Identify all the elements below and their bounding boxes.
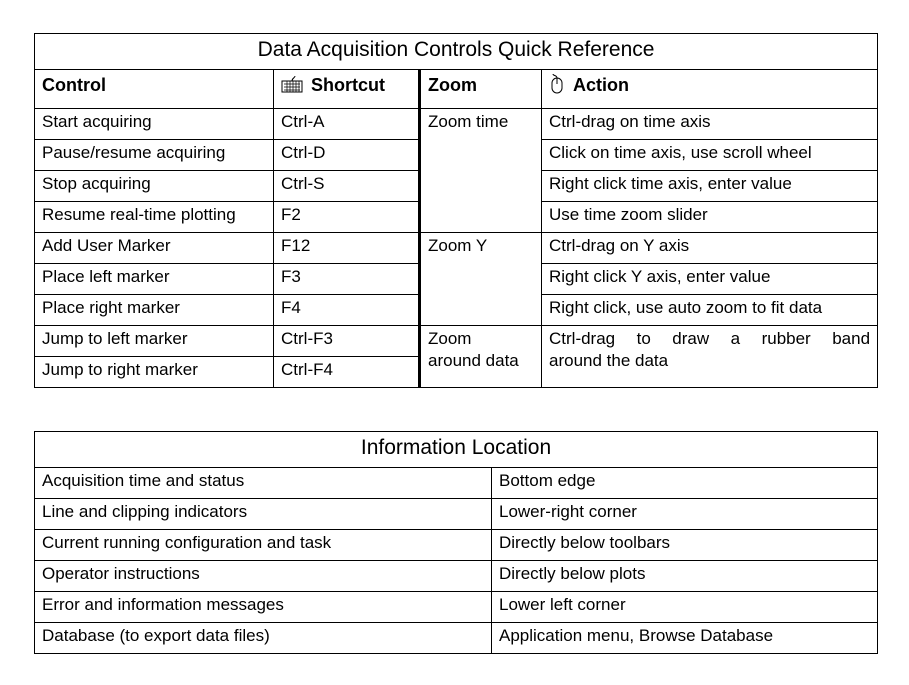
zoom-action: Right click time axis, enter value [542,171,878,202]
word: band [832,329,871,348]
shortcut-key: F2 [274,202,420,233]
info-location: Application menu, Browse Database [492,623,878,654]
zoom-action: Right click Y axis, enter value [542,264,878,295]
table-row [35,623,878,654]
table-row [35,530,878,561]
control-name: Place left marker [35,264,274,295]
info-item: Line and clipping indicators [35,499,492,530]
info-location: Bottom edge [492,468,878,499]
info-item: Acquisition time and status [35,468,492,499]
zoom-action: Ctrl-drag on time axis [542,109,878,140]
zoom-action: Ctrl-drag on Y axis [542,233,878,264]
table-row [35,233,878,264]
info-location: Directly below plots [492,561,878,592]
word: Ctrl-drag [549,329,616,348]
zoom-action [542,326,878,388]
control-name: Start acquiring [35,109,274,140]
info-location: Lower-right corner [492,499,878,530]
table-row [35,499,878,530]
controls-quick-reference-table [34,33,878,388]
zoom-action: Right click, use auto zoom to fit data [542,295,878,326]
word: draw [672,329,710,348]
header-shortcut [274,70,420,109]
info-item: Operator instructions [35,561,492,592]
zoom-label: Zoom time [420,109,542,233]
info-item: Database (to export data files) [35,623,492,654]
info-item: Error and information messages [35,592,492,623]
header-shortcut-label: Shortcut [311,75,385,95]
shortcut-key: Ctrl-F3 [274,326,420,357]
control-name: Stop acquiring [35,171,274,202]
table-row [35,109,878,140]
shortcut-key: Ctrl-D [274,140,420,171]
control-name: Pause/resume acquiring [35,140,274,171]
table-row [35,326,878,357]
zoom-label-line1: Zoom [428,329,472,348]
table-row [35,592,878,623]
info-location: Lower left corner [492,592,878,623]
zoom-action-line1 [549,328,870,350]
information-location-table [34,431,878,654]
header-zoom: Zoom [420,70,542,109]
zoom-label: Zoom Y [420,233,542,326]
control-name: Resume real-time plotting [35,202,274,233]
controls-table-title: Data Acquisition Controls Quick Reference [35,34,878,70]
zoom-label-line2: around data [428,351,519,370]
shortcut-key: Ctrl-F4 [274,357,420,388]
word: rubber [761,329,811,348]
shortcut-key: Ctrl-A [274,109,420,140]
control-name: Add User Marker [35,233,274,264]
header-action [542,70,878,109]
info-table-title: Information Location [35,432,878,468]
zoom-action: Use time zoom slider [542,202,878,233]
header-control: Control [35,70,274,109]
control-name: Jump to right marker [35,357,274,388]
control-name: Jump to left marker [35,326,274,357]
mouse-icon [549,74,565,101]
info-item: Current running configuration and task [35,530,492,561]
table-row [35,468,878,499]
zoom-label [420,326,542,388]
shortcut-key: F3 [274,264,420,295]
shortcut-key: F4 [274,295,420,326]
word: to [636,329,651,348]
control-name: Place right marker [35,295,274,326]
shortcut-key: Ctrl-S [274,171,420,202]
info-location: Directly below toolbars [492,530,878,561]
table-row [35,561,878,592]
word: a [730,329,741,348]
header-action-label: Action [573,75,629,95]
zoom-action: Click on time axis, use scroll wheel [542,140,878,171]
keyboard-icon [281,75,303,101]
shortcut-key: F12 [274,233,420,264]
zoom-action-line2: around the data [549,351,669,370]
